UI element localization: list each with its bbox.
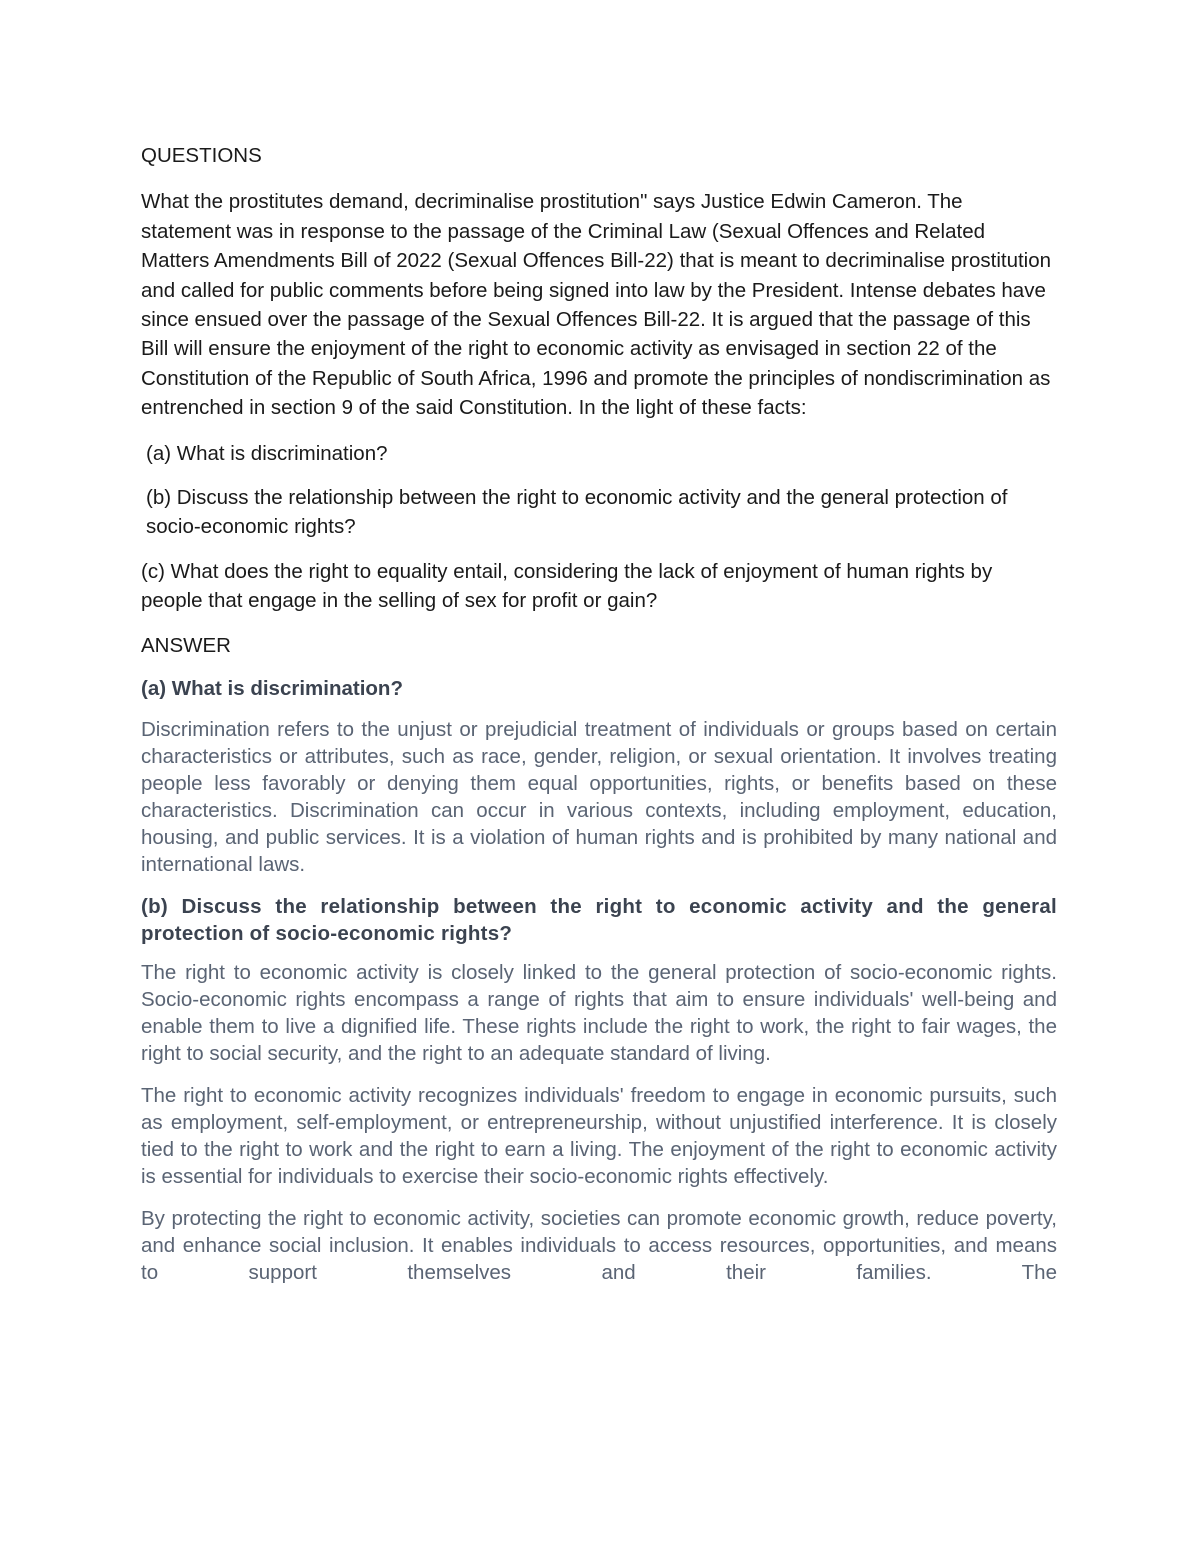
question-b: (b) Discuss the relationship between the right to economic activity and the general protection of socio-economic rights? — [146, 486, 1008, 539]
answer-a-title: (a) What is discrimination? — [141, 677, 403, 701]
question-c: (c) What does the right to equality entail, considering the lack of enjoyment of human rights by people that engage in the selling of sex for profit or gain? — [141, 559, 993, 613]
document-page — [141, 141, 1057, 1301]
answer-heading: ANSWER — [141, 633, 231, 657]
answer-b-title: (b) Discuss the relationship between the right to economic activity and the general protection of socio-economic rights? — [141, 895, 1057, 946]
questions-intro: What the prostitutes demand, decriminalise prostitution" says Justice Edwin Cameron. The statement was in response to the passage of the Criminal Law (Sexual Offences and Related Matters Amendments Bill of 2022 (Sexual Offences Bill-22) that is meant to decriminalise prostitution and called for public comments before being signed into law by the President. Intense debates have since ensued over the passage of the Sexual Offences Bill-22. It is argued that the passage of this Bill will ensure the enjoyment of the right to economic activity as envisaged in section 22 of the Constitution of the Republic of South Africa, 1996 and promote the principles of nondiscrimination as entrenched in section 9 of the said Constitution. In the light of these facts: — [141, 190, 1052, 420]
answer-b-paragraph-2: The right to economic activity recognizes individuals' freedom to engage in economic pursuits, such as employment, self-employment, or entrepreneurship, without unjustified interference. It is closely tied to the right to work and the right to earn a living. The enjoyment of the right to economic activity is essential for individuals to exercise their socio-economic rights effectively. — [141, 1084, 1057, 1189]
answer-b-paragraph-3: By protecting the right to economic activity, societies can promote economic growth, reduce poverty, and enhance social inclusion. It enables individuals to access resources, opportunities, and means to support themselves and their families. The — [141, 1207, 1057, 1285]
questions-heading: QUESTIONS — [141, 144, 262, 167]
answer-b-paragraph-1: The right to economic activity is closely linked to the general protection of socio-economic rights. Socio-economic rights encompass a range of rights that aim to ensure individuals' well-being and enable them to live a dignified life. These rights include the right to work, the right to fair wages, the right to social security, and the right to an adequate standard of living. — [141, 961, 1057, 1066]
question-a: (a) What is discrimination? — [146, 441, 388, 465]
answer-a-paragraph: Discrimination refers to the unjust or prejudicial treatment of individuals or groups based on certain characteristics or attributes, such as race, gender, religion, or sexual orientation. It involves treating people less favorably or denying them equal opportunities, rights, or benefits based on these characteristics. Discrimination can occur in various contexts, including employment, education, housing, and public services. It is a violation of human rights and is prohibited by many national and international laws. — [141, 718, 1057, 877]
